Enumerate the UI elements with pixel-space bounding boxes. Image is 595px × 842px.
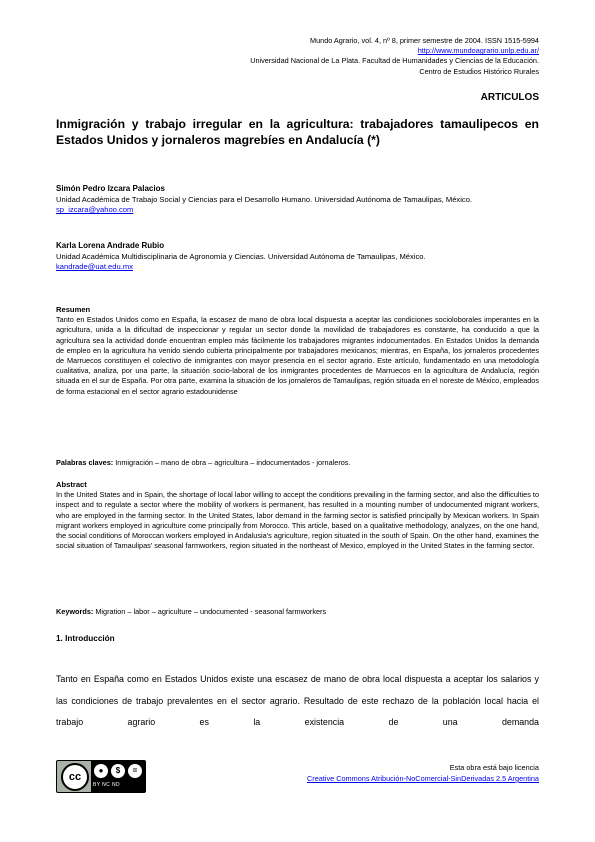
- abstract-text: In the United States and in Spain, the shortage of local labor willing to accept the conditions prevailing in the farming sector, and also the difficulties to inspect and to regulate a sector where the mobility of workers is permanent, has resulted in a mounting number of undocumented migrant workers, who are employed in the farming sector. In the United States, labor demand in the farming sector is satisfied principally by Mexican workers. In Spain migrant workers employed in agriculture come principally from Morocco. This article, based on a qualitative methodology, analyzes, on the one hand, the social conditions of Moroccan workers employed in Andalusia's agriculture, region situated in the south of Spain. On the other hand, examines the social situation of Tamaulipas' seasonal farmworkers, region situated in the northeast of Mexico, employed in the United States in the farming sector.: [56, 490, 539, 551]
- cc-badge-labels: BY NC ND: [93, 782, 121, 788]
- section-label: ARTICULOS: [480, 92, 539, 103]
- author-name: Simón Pedro Izcara Palacios: [56, 184, 165, 193]
- keywords-text: Migration – labor – agriculture – undocumented - seasonal farmworkers: [93, 607, 327, 616]
- palabras-clave: [56, 458, 539, 468]
- license-note: [307, 762, 539, 784]
- author-email-link[interactable]: sp_izcara@yahoo.com: [56, 205, 134, 215]
- author-block: [56, 184, 539, 216]
- cc-logo-icon: cc: [61, 763, 89, 791]
- cc-license-badge[interactable]: [56, 760, 146, 793]
- author-affiliation: Unidad Académica de Trabajo Social y Ciencias para el Desarrollo Humano. Universidad Autónoma de Tamaulipas, México.: [56, 194, 473, 204]
- author-block: [56, 241, 539, 273]
- abstract-heading: Abstract: [56, 480, 87, 489]
- keywords: [56, 607, 539, 617]
- keywords-label: Keywords:: [56, 607, 94, 616]
- resumen-section: [56, 305, 539, 397]
- author-email-link[interactable]: kandrade@uat.edu.mx: [56, 262, 133, 272]
- author-name: Karla Lorena Andrade Rubio: [56, 241, 165, 250]
- by-attribution-icon: ●: [94, 764, 108, 778]
- palabras-clave-text: Inmigración – mano de obra – agricultura – indocumentados - jornaleros.: [113, 458, 351, 467]
- nd-noderivatives-icon: =: [128, 764, 142, 778]
- intro-paragraph: Tanto en España como en Estados Unidos existe una escasez de mano de obra local dispuesta a aceptar los salarios y las condiciones de trabajo prevalentes en el sector agrario. Resultado de este rechazo de la población local hacia el trabajo agrario es la existencia de una demanda: [56, 674, 539, 727]
- article-title: Inmigración y trabajo irregular en la agricultura: trabajadores tamaulipecos en Estados Unidos y jornaleros magrebíes en Andalucía (*): [56, 117, 539, 147]
- intro-heading: 1. Introducción: [56, 634, 115, 643]
- license-link[interactable]: Creative Commons Atribución-NoComercial-SinDerivadas 2.5 Argentina: [307, 774, 539, 783]
- abstract-section: [56, 480, 539, 551]
- journal-citation: Mundo Agrario, vol. 4, nº 8, primer semestre de 2004. ISSN 1515-5994: [310, 36, 539, 45]
- resumen-text: Tanto en Estados Unidos como en España, la escasez de mano de obra local dispuesta a aceptar las condiciones socioloborales imperantes en la agricultura, unida a la dificultad de inspeccionar y regular un sector donde la movilidad de trabajadores es constante, ha conducido a que la agricultura sea la actividad donde encuentran empleo más fácilmente los trabajadores migrantes indocumentados. En Estados Unidos la demanda de empleo en la agricultura ha venido siendo cubierta principalmente por trabajadores mexicanos; mientras, en España, los jornaleros procedentes de Marruecos constituyen el colectivo de inmigrantes con mayor presencia en el sector agrario. Este artículo, fundamentado en una metodología cualitativa, analiza, por una parte, la situación socio-laboral de los inmigrantes procedentes de Marruecos en la agricultura de Andalucía, región situada en el sur de España. Por otra parte, examina la situación de los jornaleros de Tamaulipas, región situada en el noreste de México, empleados de forma estacional en el sector agrario estadounidense: [56, 315, 539, 396]
- journal-header: [250, 36, 539, 77]
- resumen-heading: Resumen: [56, 305, 91, 314]
- palabras-clave-label: Palabras claves:: [56, 458, 114, 467]
- center-line: Centro de Estudios Histórico Rurales: [419, 66, 539, 76]
- institution-line: Universidad Nacional de La Plata. Facultad de Humanidades y Ciencias de la Educación.: [250, 56, 539, 66]
- author-affiliation: Unidad Académica Multidisciplinaria de Agronomía y Ciencias. Universidad Autónoma de Tamaulipas, México.: [56, 251, 426, 261]
- journal-url-link[interactable]: http://www.mundoagrario.unlp.edu.ar/: [417, 46, 539, 56]
- license-line: Esta obra está bajo licencia: [449, 763, 539, 772]
- nc-noncommercial-icon: $: [111, 764, 125, 778]
